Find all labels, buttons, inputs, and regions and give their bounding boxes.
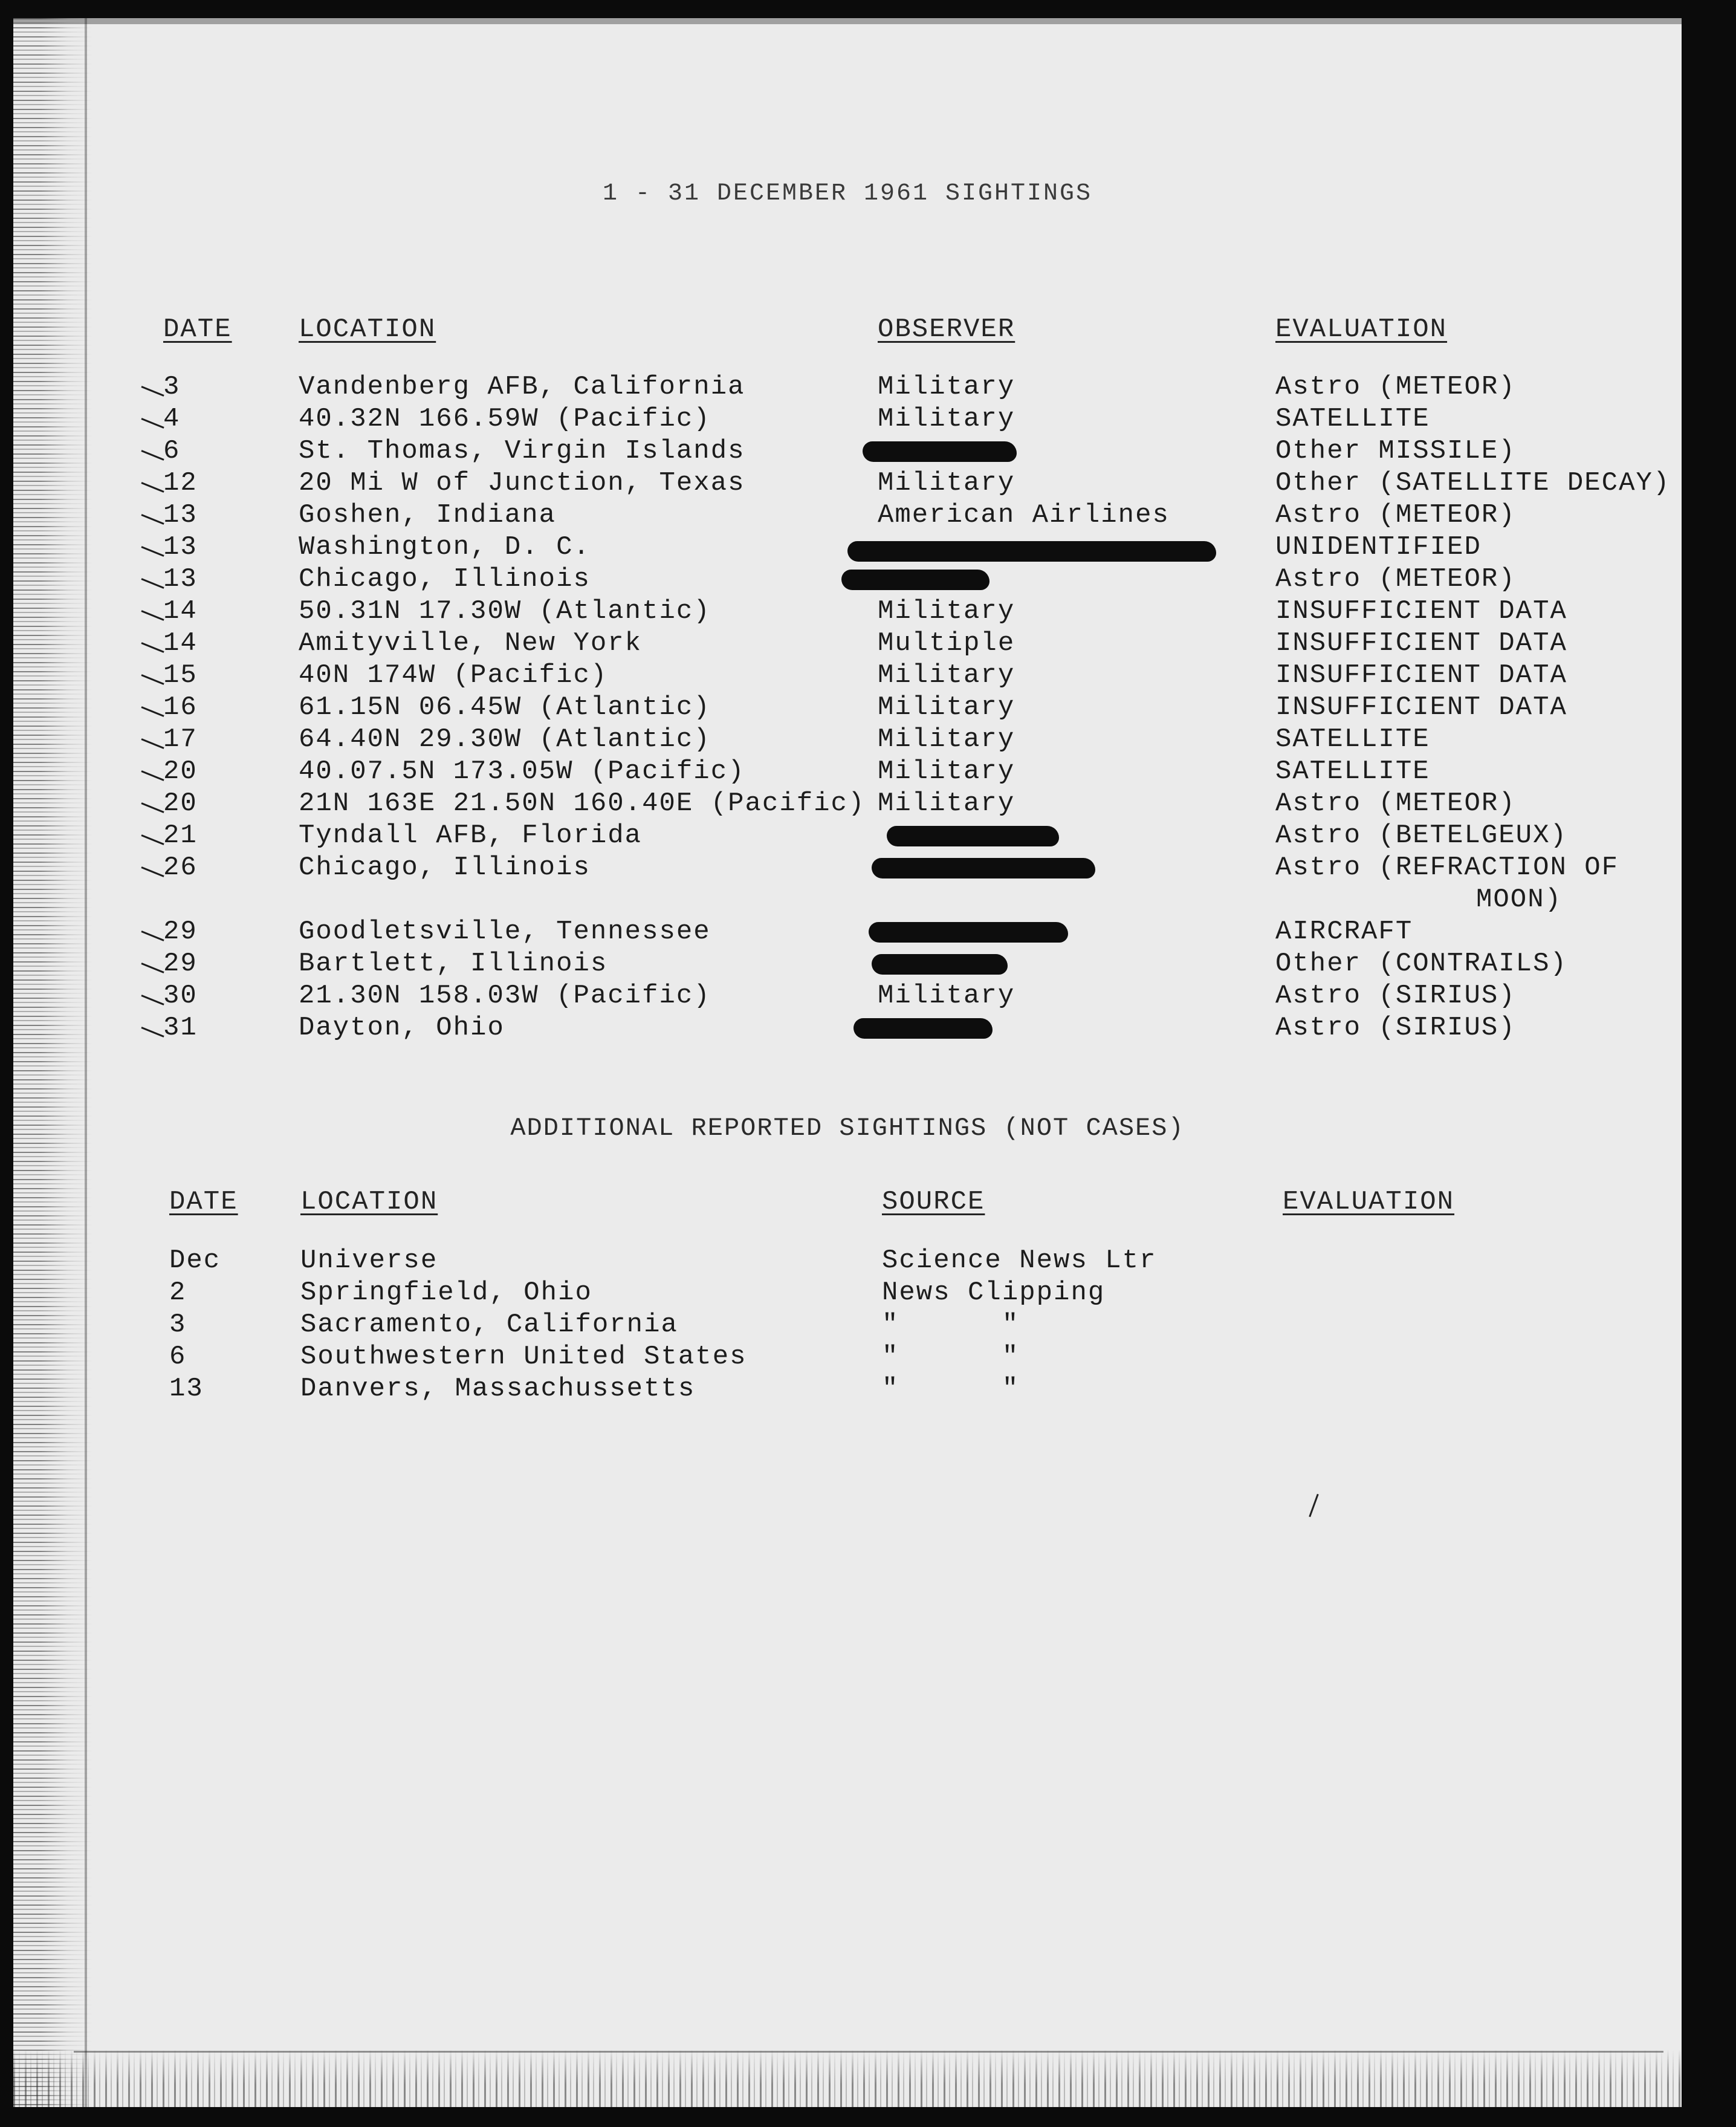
check-mark-icon [141, 963, 164, 973]
redaction-mark [872, 858, 1095, 878]
redaction-mark [863, 441, 1017, 462]
check-mark-icon [141, 610, 164, 621]
row-evaluation-continued: MOON) [1476, 885, 1563, 915]
table-row [13, 628, 1682, 660]
redaction-mark [869, 922, 1068, 943]
row-location: Sacramento, California [300, 1310, 678, 1340]
row-date: 13 [163, 500, 198, 530]
row-date: 20 [163, 756, 198, 787]
row-location: Universe [300, 1245, 438, 1276]
check-mark-icon [141, 418, 164, 429]
row-location: Amityville, New York [299, 628, 643, 658]
check-mark-icon [141, 995, 164, 1005]
row-location: Vandenberg AFB, California [299, 372, 745, 402]
header-observer: OBSERVER [878, 314, 1015, 345]
row-evaluation: Other (CONTRAILS) [1275, 949, 1567, 979]
row-evaluation: INSUFFICIENT DATA [1275, 660, 1567, 690]
table-row [13, 499, 1682, 531]
row-location: St. Thomas, Virgin Islands [299, 436, 745, 466]
table-row [13, 724, 1682, 756]
check-mark-icon [141, 770, 164, 781]
row-date: 13 [163, 564, 198, 594]
table-row [13, 756, 1682, 788]
table-row [13, 820, 1682, 852]
row-observer: Military [878, 724, 1015, 755]
row-date: Dec [169, 1245, 221, 1276]
row-source: " " [882, 1310, 1020, 1340]
row-observer: Military [878, 596, 1015, 626]
row-evaluation: UNIDENTIFIED [1275, 532, 1482, 562]
row-observer: Military [878, 756, 1015, 787]
table-row [13, 435, 1682, 467]
table-row [13, 660, 1682, 692]
row-observer: Military [878, 660, 1015, 690]
row-source: News Clipping [882, 1278, 1106, 1308]
row-observer: Military [878, 404, 1015, 434]
table-row [13, 531, 1682, 563]
row-location: Danvers, Massachussetts [300, 1374, 696, 1404]
row-evaluation: INSUFFICIENT DATA [1275, 596, 1567, 626]
check-mark-icon [141, 802, 164, 813]
check-mark-icon [141, 834, 164, 845]
table-row [13, 596, 1682, 628]
table-row [13, 1277, 1682, 1309]
row-observer: Military [878, 692, 1015, 723]
check-mark-icon [141, 866, 164, 877]
table-row [13, 980, 1682, 1012]
row-observer: Military [878, 981, 1015, 1011]
document-page [13, 18, 1682, 2107]
row-observer: Multiple [878, 628, 1015, 658]
check-mark-icon [141, 706, 164, 717]
row-evaluation: Astro (SIRIUS) [1275, 1013, 1516, 1043]
row-evaluation: SATELLITE [1275, 404, 1430, 434]
check-mark-icon [141, 450, 164, 461]
row-date: 3 [163, 372, 181, 402]
row-date: 4 [163, 404, 181, 434]
row-date: 13 [163, 532, 198, 562]
row-location: 21N 163E 21.50N 160.40E (Pacific) [299, 788, 866, 819]
row-observer: Military [878, 372, 1015, 402]
row-date: 15 [163, 660, 198, 690]
row-location: 20 Mi W of Junction, Texas [299, 468, 745, 498]
check-mark-icon [141, 578, 164, 589]
redaction-mark [853, 1018, 993, 1039]
header-source-additional: SOURCE [882, 1187, 985, 1217]
row-location: 64.40N 29.30W (Atlantic) [299, 724, 711, 755]
table-row [13, 788, 1682, 820]
row-location: Goshen, Indiana [299, 500, 557, 530]
header-location: LOCATION [299, 314, 436, 345]
row-location: 61.15N 06.45W (Atlantic) [299, 692, 711, 723]
row-location: Chicago, Illinois [299, 564, 591, 594]
row-date: 29 [163, 949, 198, 979]
row-location: Springfield, Ohio [300, 1278, 592, 1308]
check-mark-icon [141, 642, 164, 653]
table-row [13, 1341, 1682, 1373]
row-evaluation: INSUFFICIENT DATA [1275, 692, 1567, 723]
row-date: 29 [163, 917, 198, 947]
table-row [13, 1012, 1682, 1044]
row-date: 21 [163, 820, 198, 851]
row-location: Dayton, Ohio [299, 1013, 505, 1043]
row-date: 14 [163, 596, 198, 626]
row-location: 50.31N 17.30W (Atlantic) [299, 596, 711, 626]
row-date: 16 [163, 692, 198, 723]
row-date: 12 [163, 468, 198, 498]
table-row [13, 1245, 1682, 1277]
row-evaluation: Astro (SIRIUS) [1275, 981, 1516, 1011]
row-evaluation: Astro (METEOR) [1275, 564, 1516, 594]
row-evaluation: SATELLITE [1275, 756, 1430, 787]
row-location: 40.32N 166.59W (Pacific) [299, 404, 711, 434]
table-row [13, 1309, 1682, 1341]
row-date: 14 [163, 628, 198, 658]
table-row [13, 371, 1682, 403]
row-location: Bartlett, Illinois [299, 949, 608, 979]
row-location: Southwestern United States [300, 1342, 747, 1372]
table-row [13, 467, 1682, 499]
pen-mark [1309, 1494, 1319, 1518]
row-evaluation: Astro (REFRACTION OF [1275, 852, 1619, 883]
section-title-additional: ADDITIONAL REPORTED SIGHTINGS (NOT CASES) [510, 1114, 1185, 1143]
row-date: 6 [169, 1342, 187, 1372]
row-evaluation: SATELLITE [1275, 724, 1430, 755]
check-mark-icon [141, 514, 164, 525]
row-date: 30 [163, 981, 198, 1011]
row-location: Washington, D. C. [299, 532, 591, 562]
check-mark-icon [141, 1027, 164, 1038]
row-location: Goodletsville, Tennessee [299, 917, 711, 947]
header-evaluation: EVALUATION [1275, 314, 1448, 345]
row-location: 21.30N 158.03W (Pacific) [299, 981, 711, 1011]
table-row [13, 692, 1682, 724]
table-row [13, 403, 1682, 435]
row-observer: Military [878, 468, 1015, 498]
check-mark-icon [141, 674, 164, 685]
row-evaluation: Astro (METEOR) [1275, 788, 1516, 819]
row-evaluation: Other (SATELLITE DECAY) [1275, 468, 1671, 498]
row-evaluation: AIRCRAFT [1275, 917, 1413, 947]
row-date: 17 [163, 724, 198, 755]
row-date: 6 [163, 436, 181, 466]
row-location: 40N 174W (Pacific) [299, 660, 608, 690]
row-evaluation: INSUFFICIENT DATA [1275, 628, 1567, 658]
check-mark-icon [141, 930, 164, 941]
row-evaluation: Astro (BETELGEUX) [1275, 820, 1567, 851]
row-source: " " [882, 1342, 1020, 1372]
check-mark-icon [141, 546, 164, 557]
redaction-mark [887, 826, 1059, 846]
check-mark-icon [141, 386, 164, 397]
check-mark-icon [141, 738, 164, 749]
header-date-additional: DATE [169, 1187, 238, 1217]
redaction-mark [872, 954, 1008, 975]
row-location: 40.07.5N 173.05W (Pacific) [299, 756, 745, 787]
row-date: 26 [163, 852, 198, 883]
table-row [13, 916, 1682, 948]
document-content [13, 18, 1682, 2107]
table-row [13, 1373, 1682, 1405]
page-title: 1 - 31 DECEMBER 1961 SIGHTINGS [602, 180, 1093, 207]
header-evaluation-additional: EVALUATION [1283, 1187, 1455, 1217]
row-date: 3 [169, 1310, 187, 1340]
row-evaluation: Astro (METEOR) [1275, 500, 1516, 530]
row-location: Chicago, Illinois [299, 852, 591, 883]
header-date: DATE [163, 314, 232, 345]
redaction-mark [847, 541, 1216, 562]
table-row [13, 852, 1682, 884]
row-date: 20 [163, 788, 198, 819]
row-observer: American Airlines [878, 500, 1170, 530]
row-date: 13 [169, 1374, 204, 1404]
row-date: 31 [163, 1013, 198, 1043]
row-source: " " [882, 1374, 1020, 1404]
check-mark-icon [141, 482, 164, 493]
row-observer: Military [878, 788, 1015, 819]
redaction-mark [841, 570, 989, 590]
row-evaluation: Other MISSILE) [1275, 436, 1516, 466]
table-row [13, 563, 1682, 596]
row-date: 2 [169, 1278, 187, 1308]
header-location-additional: LOCATION [300, 1187, 438, 1217]
row-evaluation: Astro (METEOR) [1275, 372, 1516, 402]
row-source: Science News Ltr [882, 1245, 1157, 1276]
table-row [13, 948, 1682, 980]
row-location: Tyndall AFB, Florida [299, 820, 643, 851]
